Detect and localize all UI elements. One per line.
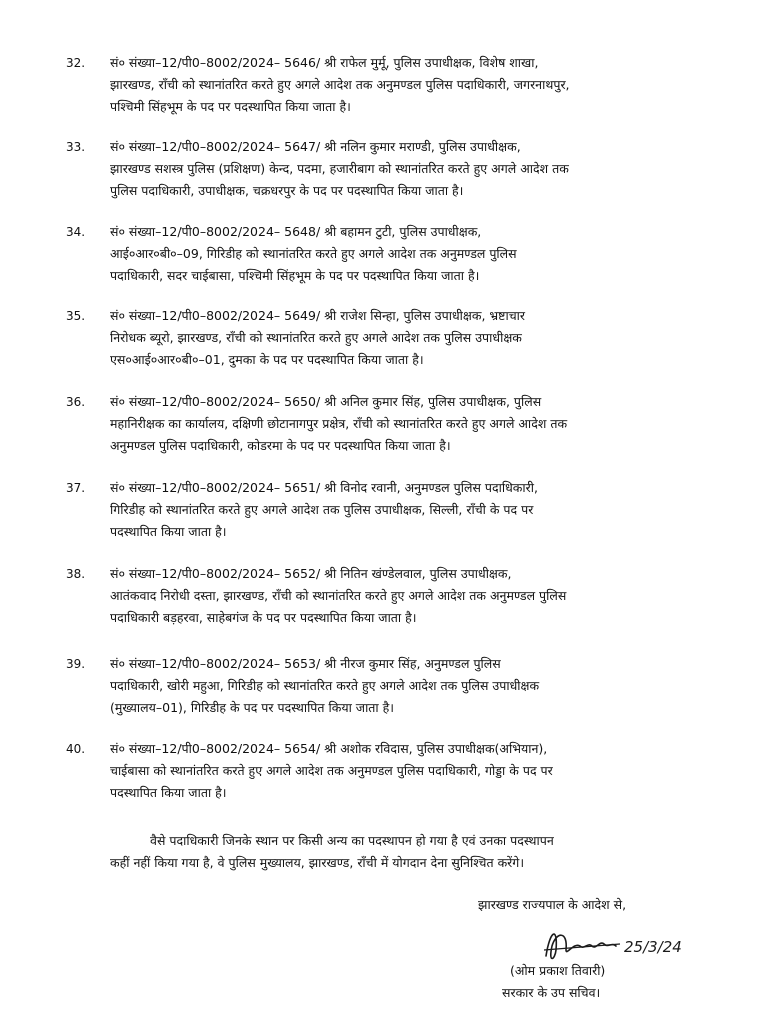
entry-number: 39.: [66, 657, 86, 671]
signature-date: 25/3/24: [624, 938, 682, 956]
entry-line-3: पुलिस पदाधिकारी, उपाधीक्षक, चक्रधरपुर के पद पर पदस्थापित किया जाता है।: [110, 183, 464, 198]
entry-line-1: सं० संख्या–12/पी0–8002/2024– 5647/ श्री नलिन कुमार मराण्डी, पुलिस उपाधीक्षक,: [110, 139, 521, 154]
entry-line-1: सं० संख्या–12/पी0–8002/2024– 5653/ श्री नीरज कुमार सिंह, अनुमण्डल पुलिस: [110, 656, 501, 671]
entry-line-2: झारखण्ड सशस्त्र पुलिस (प्रशिक्षण) केन्द, पदमा, हजारीबाग को स्थानांतरित करते हुए अगले आदेश तक: [110, 161, 569, 176]
order-authority: झारखण्ड राज्यपाल के आदेश से,: [478, 897, 627, 912]
entry-line-2: महानिरीक्षक का कार्यालय, दक्षिणी छोटानागपुर प्रक्षेत्र, राँची को स्थानांतरित करते हुए अगले आदेश तक: [110, 416, 568, 431]
entry-line-2: पदाधिकारी, खोरी महुआ, गिरिडीह को स्थानांतरित करते हुए अगले आदेश तक पुलिस उपाधीक्षक: [110, 678, 540, 693]
entry-line-2: आतंकवाद निरोधी दस्ता, झारखण्ड, राँची को स्थानांतरित करते हुए अगले आदेश तक अनुमण्डल पुलिस: [110, 588, 567, 603]
entry-number: 38.: [66, 567, 86, 581]
entry-line-1: सं० संख्या–12/पी0–8002/2024– 5646/ श्री राफेल मुर्मू, पुलिस उपाधीक्षक, विशेष शाखा,: [110, 55, 539, 70]
entry-line-3: पदस्थापित किया जाता है।: [110, 785, 227, 800]
entry-number: 40.: [66, 742, 86, 756]
entry-line-2: झारखण्ड, राँची को स्थानांतरित करते हुए अगले आदेश तक अनुमण्डल पुलिस पदाधिकारी, जगरनाथपुर,: [110, 77, 570, 92]
entry-line-3: पदाधिकारी, सदर चाईबासा, पश्चिमी सिंहभूम के पद पर पदस्थापित किया जाता है।: [110, 268, 480, 283]
entry-line-1: सं० संख्या–12/पी0–8002/2024– 5650/ श्री अनिल कुमार सिंह, पुलिस उपाधीक्षक, पुलिस: [110, 394, 542, 409]
entry-number: 37.: [66, 481, 86, 495]
entry-line-2: आई०आर०बी०–09, गिरिडीह को स्थानांतरित करते हुए अगले आदेश तक अनुमण्डल पुलिस: [110, 246, 517, 261]
entry-line-1: सं० संख्या–12/पी0–8002/2024– 5648/ श्री बहामन टुटी, पुलिस उपाधीक्षक,: [110, 224, 482, 239]
entry-number: 35.: [66, 309, 86, 323]
entry-line-1: सं० संख्या–12/पी0–8002/2024– 5651/ श्री विनोद रवानी, अनुमण्डल पुलिस पदाधिकारी,: [110, 480, 538, 495]
entry-line-2: गिरिडीह को स्थानांतरित करते हुए अगले आदेश तक पुलिस उपाधीक्षक, सिल्ली, राँची के पद पर: [110, 502, 534, 517]
entry-line-1: सं० संख्या–12/पी0–8002/2024– 5652/ श्री नितिन खंण्डेलवाल, पुलिस उपाधीक्षक,: [110, 566, 512, 581]
entry-line-3: पश्चिमी सिंहभूम के पद पर पदस्थापित किया जाता है।: [110, 99, 351, 114]
entry-number: 36.: [66, 395, 86, 409]
entry-line-3: एस०आई०आर०बी०–01, दुमका के पद पर पदस्थापित किया जाता है।: [110, 352, 424, 367]
entry-line-1: सं० संख्या–12/पी0–8002/2024– 5649/ श्री राजेश सिन्हा, पुलिस उपाधीक्षक, भ्रष्टाचार: [110, 308, 526, 323]
closing-paragraph-line-2: कहीं नहीं किया गया है, वे पुलिस मुख्यालय, झारखण्ड, राँची में योगदान देना सुनिश्चित करेंगे।: [110, 855, 525, 870]
entry-line-2: चाईबासा को स्थानांतरित करते हुए अगले आदेश तक अनुमण्डल पुलिस पदाधिकारी, गोड्डा के पद पर: [110, 763, 553, 778]
signatory-designation: सरकार के उप सचिव।: [502, 985, 601, 1000]
closing-paragraph-line-1: वैसे पदाधिकारी जिनके स्थान पर किसी अन्य का पदस्थापन हो गया है एवं उनका पदस्थापन: [150, 833, 554, 848]
signatory-name: (ओम प्रकाश तिवारी): [510, 963, 606, 978]
entry-number: 32.: [66, 56, 86, 70]
entry-line-3: पदाधिकारी बड़हरवा, साहेबगंज के पद पर पदस्थापित किया जाता है।: [110, 610, 417, 625]
entry-line-1: सं० संख्या–12/पी0–8002/2024– 5654/ श्री अशोक रविदास, पुलिस उपाधीक्षक(अभियान),: [110, 741, 548, 756]
entry-number: 33.: [66, 140, 86, 154]
entry-line-3: अनुमण्डल पुलिस पदाधिकारी, कोडरमा के पद पर पदस्थापित किया जाता है।: [110, 438, 451, 453]
entry-number: 34.: [66, 225, 86, 239]
entry-line-2: निरोधक ब्यूरो, झारखण्ड, राँची को स्थानांतरित करते हुए अगले आदेश तक पुलिस उपाधीक्षक: [110, 330, 522, 345]
entry-line-3: (मुख्यालय–01), गिरिडीह के पद पर पदस्थापित किया जाता है।: [110, 700, 395, 715]
entry-line-3: पदस्थापित किया जाता है।: [110, 524, 227, 539]
